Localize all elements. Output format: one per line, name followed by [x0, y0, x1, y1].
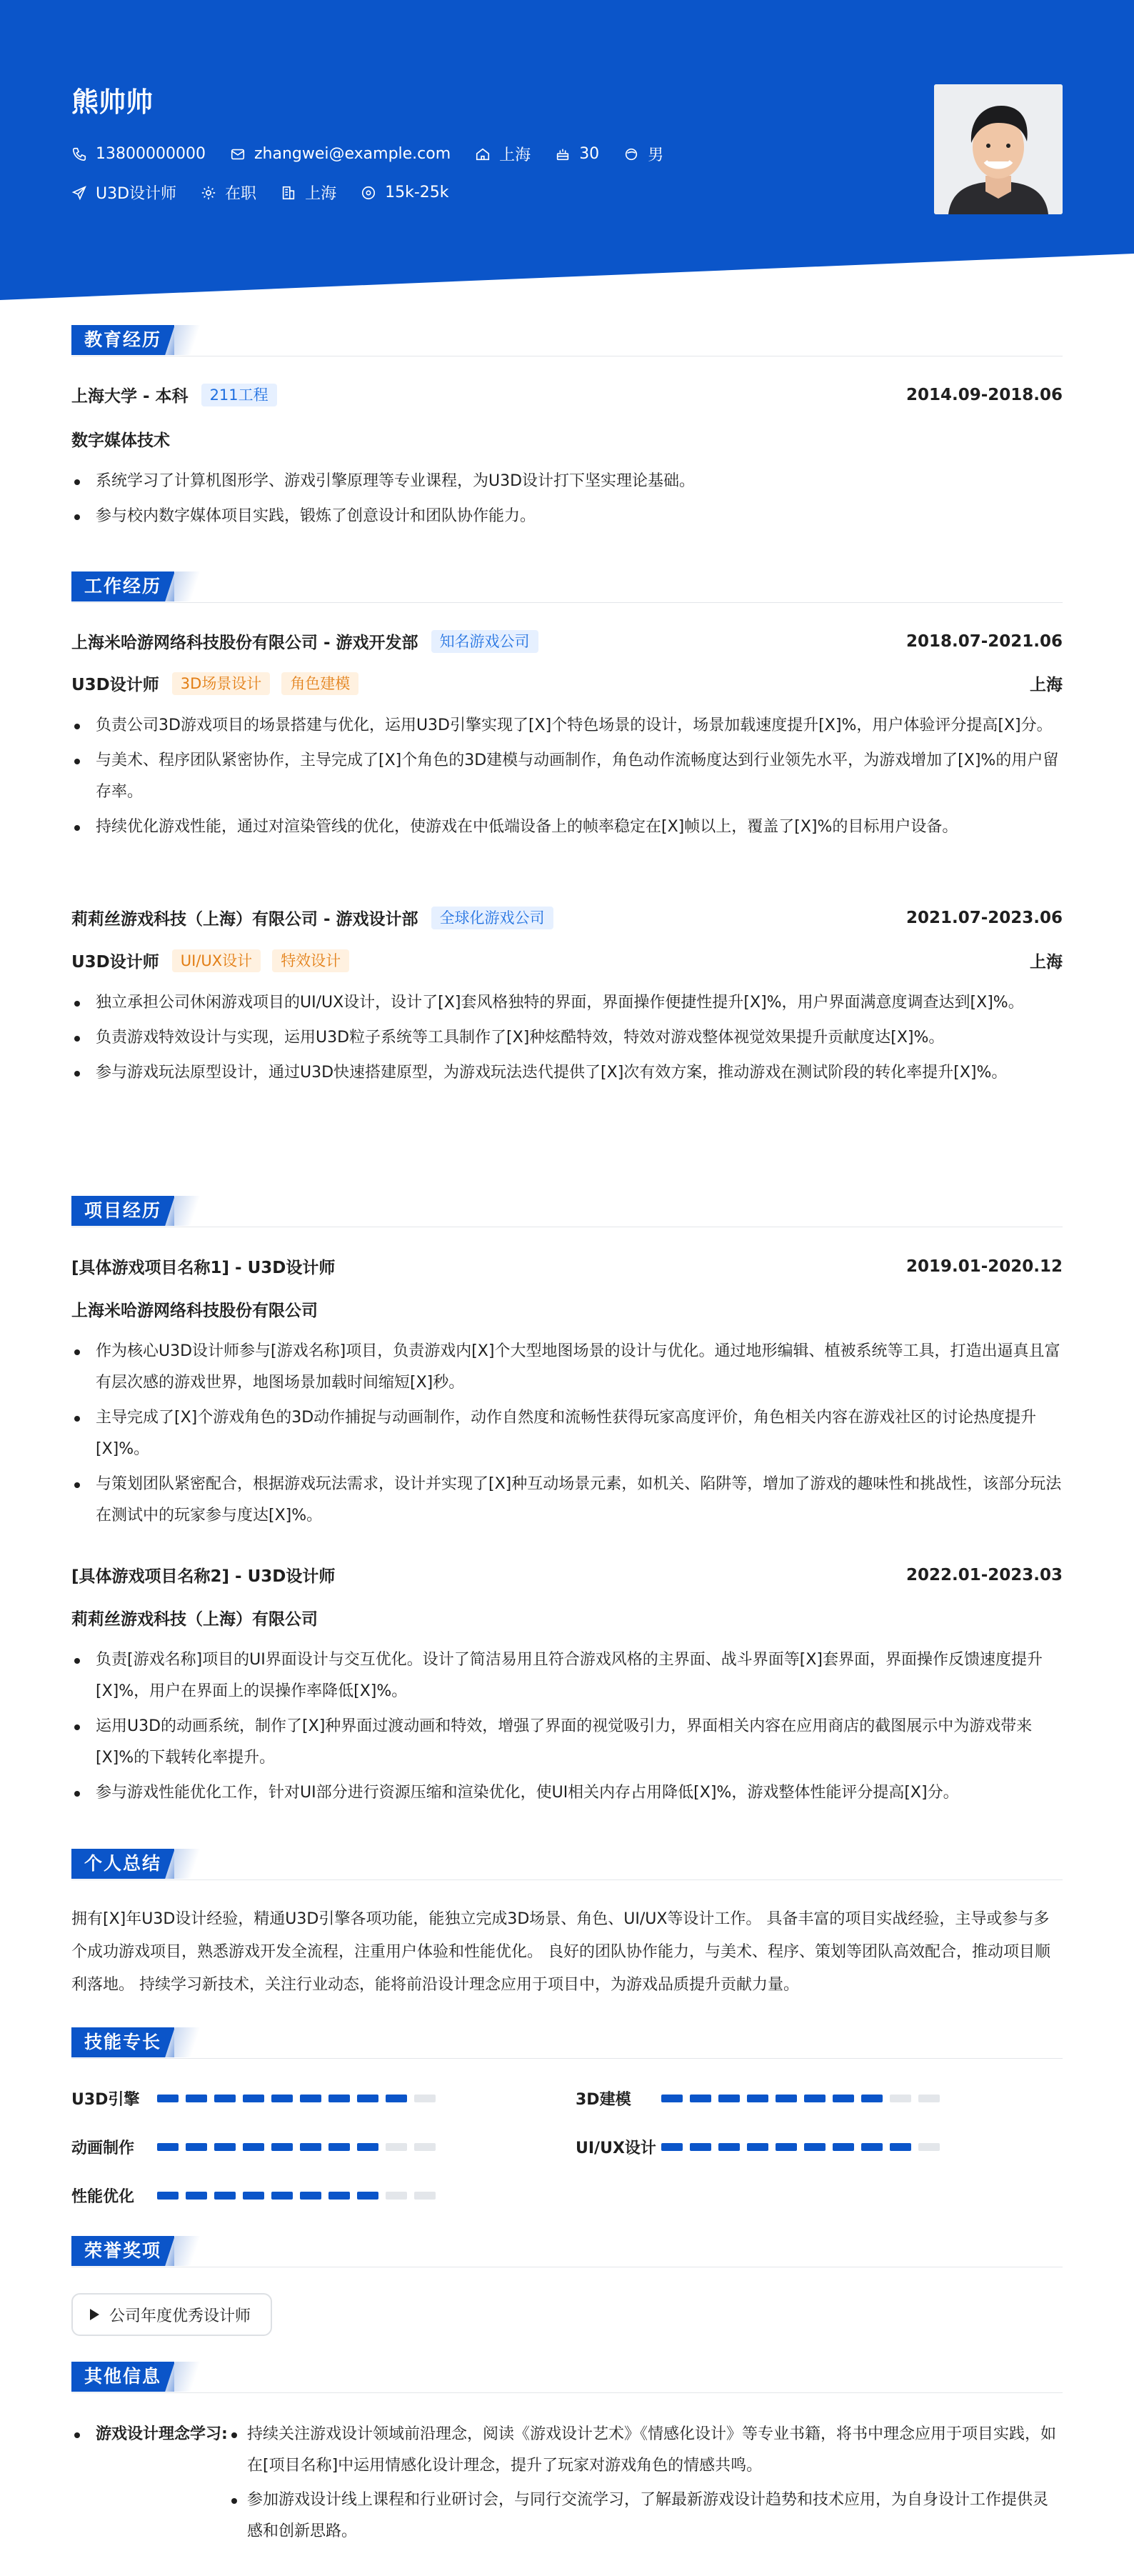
- send-icon: [71, 185, 87, 201]
- project-header-2: [71, 1563, 1063, 1587]
- school-tag: 211工程: [201, 384, 277, 406]
- skill-bar-filled: [804, 2143, 826, 2151]
- skill-bar-filled: [157, 2143, 179, 2151]
- major: 数字媒体技术: [71, 431, 170, 450]
- award-item: [71, 2293, 272, 2336]
- skill-bar-empty: [414, 2095, 436, 2102]
- list-item: 与策划团队紧密配合，根据游戏玩法需求，设计并实现了[X]种互动场景元素，如机关、陷阱等，增加了游戏的趣味性和挑战性，该部分玩法在测试中的玩家参与度达[X]%。: [71, 1469, 1063, 1532]
- phone-icon: [71, 146, 87, 162]
- salary-text: 15k-25k: [385, 184, 449, 201]
- city-item: [475, 143, 531, 165]
- skill-bar-filled: [300, 2095, 321, 2102]
- skill-bar-filled: [357, 2143, 378, 2151]
- award-label: 公司年度优秀设计师: [109, 2307, 251, 2325]
- building-icon: [281, 185, 296, 201]
- list-item: 独立承担公司休闲游戏项目的UI/UX设计，设计了[X]套风格独特的界面，界面操作便捷性提升[X]%，用户界面满意度调查达到[X]%。: [71, 987, 1063, 1019]
- skill-bar-empty: [918, 2095, 940, 2102]
- project-date: 2022.01-2023.03: [905, 1565, 1063, 1584]
- section-awards: [71, 2236, 1063, 2267]
- skill-tag: 3D场景设计: [172, 672, 271, 695]
- skill-bar-filled: [328, 2143, 350, 2151]
- work-date: 2021.07-2023.06: [905, 908, 1063, 927]
- list-item: 运用U3D的动画系统，制作了[X]种界面过渡动画和特效，增强了界面的视觉吸引力，界面相关内容在应用商店的截图展示中为游戏带来[X]%的下载转化率提升。: [71, 1711, 1063, 1774]
- skill-level: [157, 2095, 443, 2102]
- section-title-skills: 技能专长: [71, 2027, 174, 2057]
- skill-bar-filled: [386, 2095, 407, 2102]
- position-text: U3D设计师: [96, 185, 177, 203]
- skill-bar-filled: [890, 2143, 911, 2151]
- skill-bar-filled: [861, 2143, 883, 2151]
- list-item: 参与游戏玩法原型设计，通过U3D快速搭建原型，为游戏玩法迭代提供了[X]次有效方案，推动游戏在测试阶段的转化率提升[X]%。: [71, 1057, 1063, 1089]
- work-date: 2018.07-2021.06: [905, 631, 1063, 651]
- skill-level: [661, 2095, 947, 2102]
- skill-name: 性能优化: [71, 2188, 135, 2206]
- education-date: 2014.09-2018.06: [905, 385, 1063, 404]
- skill-bar-filled: [214, 2192, 236, 2200]
- skill-bar-empty: [918, 2143, 940, 2151]
- section-title-other: 其他信息: [71, 2362, 174, 2392]
- divider: [71, 2392, 1063, 2393]
- job-intent-row: [71, 181, 473, 204]
- skill-bar-empty: [890, 2095, 911, 2102]
- section-title-project: 项目经历: [71, 1196, 174, 1226]
- skill-name: 动画制作: [71, 2140, 135, 2157]
- skill-bar-filled: [186, 2192, 207, 2200]
- skill-tag: 角色建模: [281, 672, 358, 695]
- skill-bar-filled: [328, 2192, 350, 2200]
- email-item: [230, 145, 451, 163]
- education-header: [71, 383, 1063, 406]
- target-city-item: [281, 181, 336, 204]
- skill-bar-filled: [804, 2095, 826, 2102]
- skill-bar-filled: [690, 2095, 711, 2102]
- skill-bar-filled: [747, 2143, 768, 2151]
- skill-tag: UI/UX设计: [172, 949, 261, 972]
- project-date: 2019.01-2020.12: [905, 1257, 1063, 1276]
- section-title-awards: 荣誉奖项: [71, 2236, 174, 2266]
- project-bullets-1: [71, 1336, 1063, 1535]
- target-city-text: 上海: [305, 185, 337, 203]
- list-item-text: 持续关注游戏设计领域前沿理念，阅读《游戏设计艺术》《情感化设计》等专业书籍，将书中理念应用于项目实践，如在[项目名称]中运用情感化设计理念，提升了玩家对游戏角色的情感共鸣。: [247, 2425, 1057, 2475]
- mail-icon: [230, 146, 246, 162]
- project-title: [具体游戏项目名称1] - U3D设计师: [71, 1259, 336, 1277]
- skill-bar-empty: [386, 2192, 407, 2200]
- section-summary: [71, 1849, 1063, 1880]
- play-icon: [90, 2309, 99, 2320]
- skill-bar-filled: [243, 2143, 264, 2151]
- skill-item: [71, 2185, 443, 2207]
- list-item: 参与游戏性能优化工作，针对UI部分进行资源压缩和渲染优化，使UI相关内存占用降低[X]%，游戏整体性能评分提高[X]分。: [71, 1777, 1063, 1809]
- skill-bar-filled: [747, 2095, 768, 2102]
- section-title-work: 工作经历: [71, 571, 174, 601]
- skill-bar-filled: [186, 2095, 207, 2102]
- list-item: 与美术、程序团队紧密协作，主导完成了[X]个角色的3D建模与动画制作，角色动作流畅度达到行业领先水平，为游戏增加了[X]%的用户留存率。: [71, 745, 1063, 808]
- skill-bar-filled: [861, 2095, 883, 2102]
- company-name: 莉莉丝游戏科技（上海）有限公司 - 游戏设计部: [71, 910, 418, 929]
- work-role-2: [71, 949, 1063, 972]
- skill-item: [71, 2087, 443, 2110]
- salary-item: [361, 184, 448, 201]
- skill-bar-filled: [186, 2143, 207, 2151]
- work-location: 上海: [1030, 676, 1063, 694]
- skill-item: [576, 2136, 947, 2158]
- skill-bar-empty: [414, 2192, 436, 2200]
- skill-bar-filled: [328, 2095, 350, 2102]
- list-item: 负责[游戏名称]项目的UI界面设计与交互优化。设计了简洁易用且符合游戏风格的主界面、战斗界面等[X]套界面，界面操作反馈速度提升[X]%，用户在界面上的误操作率降低[X]%。: [71, 1644, 1063, 1707]
- company-tag: 全球化游戏公司: [431, 907, 553, 929]
- city-text: 上海: [499, 146, 531, 164]
- gender-icon: [623, 146, 639, 162]
- divider: [71, 602, 1063, 603]
- skill-name: U3D引擎: [71, 2091, 140, 2109]
- role-title: U3D设计师: [71, 953, 159, 972]
- gender-item: [623, 143, 663, 165]
- work-header-2: [71, 906, 1063, 929]
- list-item: [247, 2419, 1063, 2482]
- skill-bar-filled: [243, 2192, 264, 2200]
- coin-icon: [361, 185, 376, 201]
- status-text: 在职: [225, 185, 257, 203]
- section-education: [71, 325, 1063, 356]
- skill-bar-filled: [833, 2143, 854, 2151]
- skill-bar-filled: [661, 2095, 683, 2102]
- skill-bar-filled: [157, 2095, 179, 2102]
- age-text: 30: [579, 145, 600, 163]
- skill-level: [157, 2192, 443, 2200]
- project-header-1: [71, 1254, 1063, 1278]
- candidate-name: 熊帅帅: [71, 86, 154, 118]
- skill-bar-filled: [300, 2192, 321, 2200]
- bullet-dot: [74, 2432, 80, 2438]
- gender-text: 男: [648, 146, 664, 164]
- skill-bar-filled: [157, 2192, 179, 2200]
- skill-bar-empty: [386, 2143, 407, 2151]
- project-company: 上海米哈游网络科技股份有限公司: [71, 1302, 318, 1320]
- summary-text: 拥有[X]年U3D设计经验，精通U3D引擎各项功能，能独立完成3D场景、角色、UI/UX等设计工作。 具备丰富的项目实战经验，主导或参与多个成功游戏项目，熟悉游戏开发全流程，注重用户体验和性能优化。 良好的团队协作能力，与美术、程序、策划等团队高效配合，推动项目顺利落地。 持续学习新技术，关注行业动态，能将前沿设计理念应用于项目中，为游戏品质提升贡献力量。: [71, 1910, 1050, 1994]
- skill-bar-filled: [271, 2192, 293, 2200]
- skill-bar-filled: [690, 2143, 711, 2151]
- project-title: [具体游戏项目名称2] - U3D设计师: [71, 1567, 336, 1586]
- cake-icon: [555, 146, 571, 162]
- section-title-education: 教育经历: [71, 325, 174, 355]
- skill-bar-filled: [214, 2143, 236, 2151]
- other-list: [247, 2419, 1063, 2550]
- avatar-portrait: [934, 84, 1063, 214]
- skill-bar-filled: [271, 2095, 293, 2102]
- skill-bar-filled: [271, 2143, 293, 2151]
- work-bullets-1: [71, 710, 1063, 847]
- skill-bar-filled: [357, 2192, 378, 2200]
- contact-row: [71, 143, 688, 165]
- skill-level: [157, 2143, 443, 2151]
- work-bullets-2: [71, 987, 1063, 1092]
- work-role-1: [71, 672, 1063, 695]
- divider: [71, 2058, 1063, 2059]
- section-skills: [71, 2027, 1063, 2059]
- work-header-1: [71, 629, 1063, 653]
- list-item-text: 参加游戏设计线上课程和行业研讨会，与同行交流学习，了解最新游戏设计趋势和技术应用，为自身设计工作提供灵感和创新思路。: [247, 2491, 1049, 2540]
- skill-bar-filled: [718, 2095, 740, 2102]
- skill-tag: 特效设计: [272, 949, 349, 972]
- skill-bar-filled: [243, 2095, 264, 2102]
- list-item: 负责游戏特效设计与实现，运用U3D粒子系统等工具制作了[X]种炫酷特效，特效对游戏整体视觉效果提升贡献度达[X]%。: [71, 1022, 1063, 1054]
- skill-bar-filled: [214, 2095, 236, 2102]
- list-item: 主导完成了[X]个游戏角色的3D动作捕捉与动画制作，动作自然度和流畅性获得玩家高度评价，角色相关内容在游戏社区的讨论热度提升[X]%。: [71, 1402, 1063, 1465]
- section-work: [71, 571, 1063, 603]
- home-icon: [475, 146, 491, 162]
- list-item: 持续优化游戏性能，通过对渲染管线的优化，使游戏在中低端设备上的帧率稳定在[X]帧以上，覆盖了[X]%的目标用户设备。: [71, 812, 1063, 843]
- divider: [71, 1879, 1063, 1880]
- skill-item: [71, 2136, 443, 2158]
- list-item: 参与校内数字媒体项目实践，锻炼了创意设计和团队协作能力。: [71, 501, 1063, 532]
- skill-bar-empty: [414, 2143, 436, 2151]
- list-item: 作为核心U3D设计师参与[游戏名称]项目，负责游戏内[X]个大型地图场景的设计与优化。通过地形编辑、植被系统等工具，打造出逼真且富有层次感的游戏世界，地图场景加载时间缩短[X]秒。: [71, 1336, 1063, 1399]
- other-label: 游戏设计理念学习:: [96, 2425, 228, 2443]
- skill-bar-filled: [776, 2095, 797, 2102]
- section-project: [71, 1196, 1063, 1227]
- age-item: [555, 145, 599, 163]
- skill-name: 3D建模: [576, 2091, 631, 2109]
- phone-text: 13800000000: [96, 145, 206, 163]
- school-name: 上海大学 - 本科: [71, 387, 189, 406]
- skill-bar-filled: [661, 2143, 683, 2151]
- project-bullets-2: [71, 1644, 1063, 1812]
- company-tag: 知名游戏公司: [431, 630, 538, 653]
- list-item: 负责公司3D游戏项目的场景搭建与优化，运用U3D引擎实现了[X]个特色场景的设计，场景加载速度提升[X]%，用户体验评分提高[X]分。: [71, 710, 1063, 742]
- email-text: zhangwei@example.com: [254, 145, 451, 163]
- section-title-summary: 个人总结: [71, 1849, 174, 1879]
- status-item: [201, 181, 256, 204]
- work-location: 上海: [1030, 953, 1063, 972]
- company-name: 上海米哈游网络科技股份有限公司 - 游戏开发部: [71, 634, 418, 652]
- role-title: U3D设计师: [71, 676, 159, 694]
- skill-level: [661, 2143, 947, 2151]
- skill-bar-filled: [833, 2095, 854, 2102]
- avatar: [934, 84, 1063, 214]
- section-other: [71, 2362, 1063, 2393]
- skill-item: [576, 2087, 947, 2110]
- skill-bar-filled: [776, 2143, 797, 2151]
- position-item: [71, 181, 176, 204]
- gear-icon: [201, 185, 216, 201]
- skill-bar-filled: [300, 2143, 321, 2151]
- education-bullets: [71, 466, 1063, 536]
- skill-bar-filled: [357, 2095, 378, 2102]
- list-item: [247, 2485, 1063, 2547]
- project-company: 莉莉丝游戏科技（上海）有限公司: [71, 1610, 318, 1629]
- skill-bar-filled: [718, 2143, 740, 2151]
- skill-name: UI/UX设计: [576, 2140, 656, 2157]
- list-item: 系统学习了计算机图形学、游戏引擎原理等专业课程，为U3D设计打下坚实理论基础。: [71, 466, 1063, 497]
- phone-item: [71, 145, 206, 163]
